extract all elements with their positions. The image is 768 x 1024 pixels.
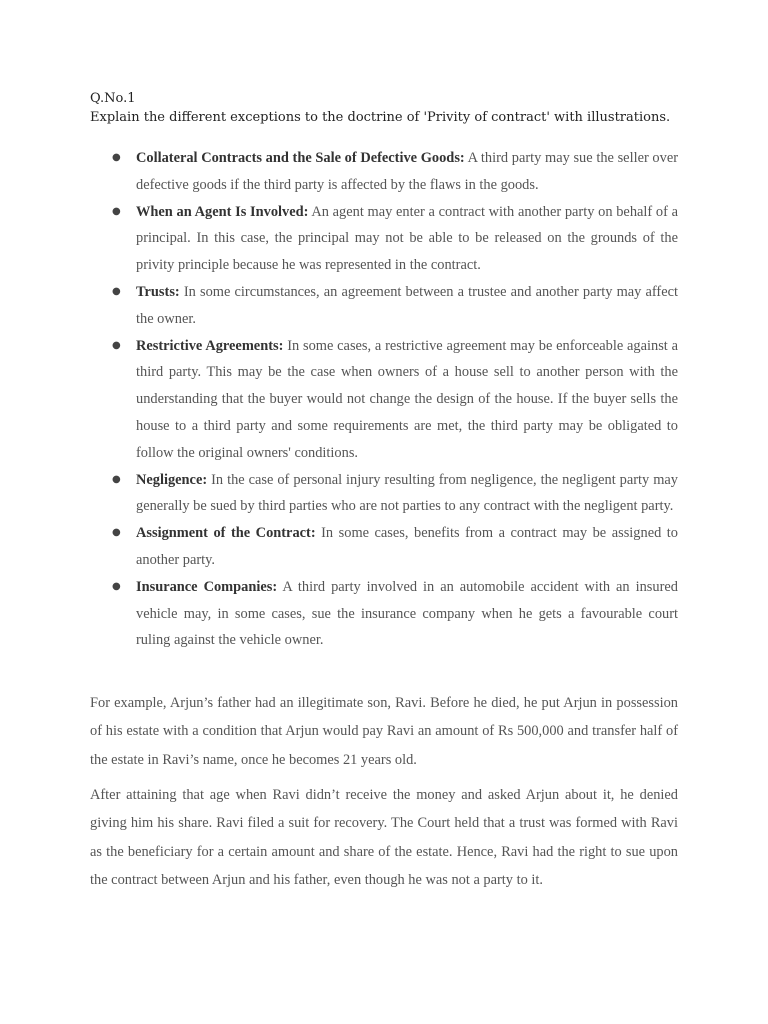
exception-text: A third party involved in an automobile accident with an insured vehicle may, in some cases, sue the insurance company when he gets a favourable court ruling against the vehicle owner.	[136, 578, 678, 649]
list-item-restrictive-agreements	[90, 333, 678, 467]
exception-term: Restrictive Agreements:	[136, 337, 284, 354]
list-item-collateral-contracts	[90, 145, 678, 199]
question-number: Q.No.1	[90, 91, 136, 106]
exception-term: Negligence:	[136, 471, 208, 488]
bullet-icon: ●	[112, 339, 121, 351]
exception-term: When an Agent Is Involved:	[136, 203, 309, 220]
exceptions-list	[90, 145, 678, 654]
illustration-paragraph-2: After attaining that age when Ravi didn’t receive the money and asked Arjun about it, he denied giving him his share. Ravi filed a suit for recovery. The Court held that a trust was formed with Ravi as the beneficiary for a certain amount and share of the estate. Hence, Ravi had the right to sue upon the contract between Arjun and his father, even though he was not a party to it.	[90, 787, 678, 888]
exception-text: A third party may sue the seller over defective goods if the third party is affected by the flaws in the goods.	[136, 150, 678, 193]
bullet-icon: ●	[112, 473, 121, 485]
bullet-icon: ●	[112, 580, 121, 592]
exception-term: Trusts:	[136, 283, 180, 300]
illustration-paragraph-1: For example, Arjun’s father had an illegitimate son, Ravi. Before he died, he put Arjun in possession of his estate with a condition that Arjun would pay Ravi an amount of Rs 500,000 and transfer half of the estate in Ravi’s name, once he becomes 21 years old.	[90, 695, 678, 768]
bullet-icon: ●	[112, 285, 121, 297]
exception-text: In some circumstances, an agreement between a trustee and another party may affect the owner.	[136, 283, 678, 327]
exception-text: An agent may enter a contract with another party on behalf of a principal. In this case, the principal may not be able to be released on the grounds of the privity principle because he was represented in the contract.	[136, 203, 679, 274]
list-item-negligence	[90, 467, 678, 521]
list-item-trusts	[90, 279, 678, 333]
exception-term: Insurance Companies:	[136, 578, 278, 595]
bullet-icon: ●	[112, 527, 121, 539]
list-item-assignment	[90, 520, 678, 574]
list-item-agent	[90, 199, 678, 279]
exception-term: Assignment of the Contract:	[136, 525, 316, 542]
question-text: Explain the different exceptions to the doctrine of 'Privity of contract' with illustrations.	[90, 110, 671, 125]
exception-text: In some cases, a restrictive agreement may be enforceable against a third party. This may be the case when owners of a house sell to another person with the understanding that the buyer would not change the design of the house. If the buyer sells the house to a third party and some requirements are met, the third party may be obligated to follow the original owners' conditions.	[136, 337, 678, 461]
bullet-icon: ●	[112, 205, 121, 217]
list-item-insurance-companies	[90, 574, 678, 654]
exception-text: In the case of personal injury resulting from negligence, the negligent party may generally be sued by third parties who are not parties to any contract with the negligent party.	[136, 471, 678, 515]
exception-text: In some cases, benefits from a contract may be assigned to another party.	[136, 525, 678, 568]
bullet-icon: ●	[112, 152, 121, 163]
exception-term: Collateral Contracts and the Sale of Defective Goods:	[136, 150, 465, 166]
